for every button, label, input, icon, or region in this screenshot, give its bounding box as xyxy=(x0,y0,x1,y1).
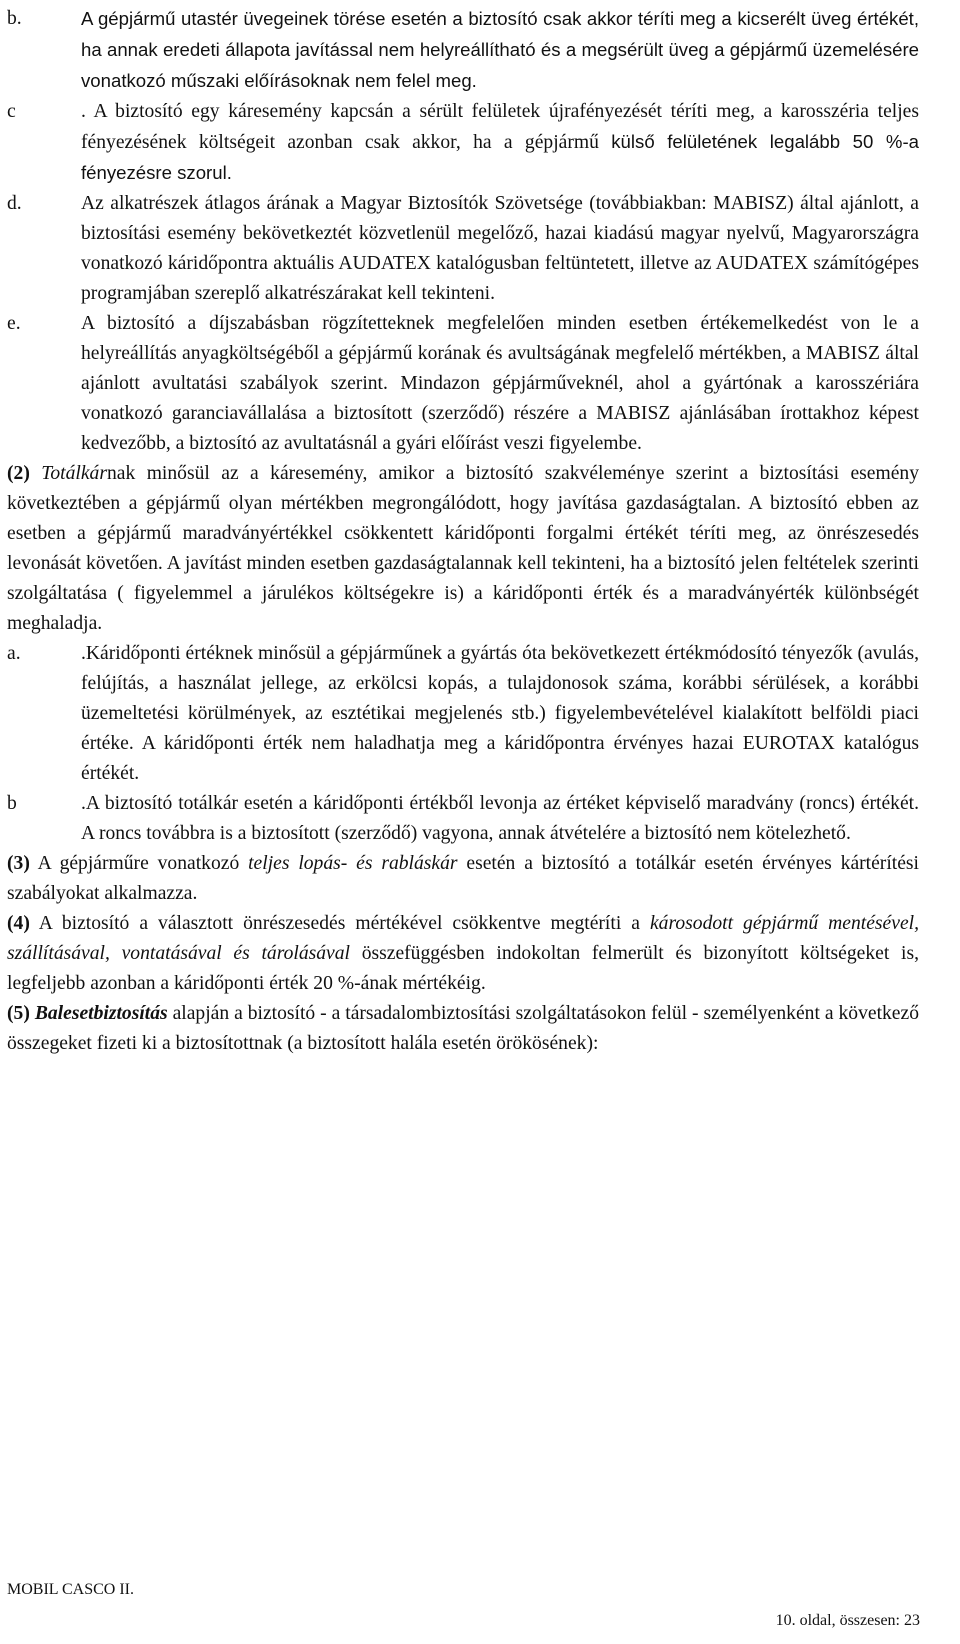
term-totalkar: Totálkár xyxy=(41,463,107,484)
item-text: .A biztosító totálkár esetén a káridőponti értékből levonja az értéket képviselő maradvány (roncs) értékét. A roncs továbbra is a biztosított (szerződő) vagyona, annak átvételére a biztosító nem kötelezhető. xyxy=(81,793,919,844)
paragraph-number: (2) xyxy=(7,463,30,484)
paragraph-number: (5) xyxy=(7,1003,30,1024)
item-text-sans: külső felületének legalább 50 %-a fényezésre szorul. xyxy=(81,131,919,183)
term-mentes: károsodott gépjármű mentésével, szállításával, vontatásával és tárolásával xyxy=(7,913,919,964)
paragraph-number: (3) xyxy=(7,853,30,874)
list-item-c xyxy=(7,97,919,189)
list-item-e xyxy=(7,309,919,459)
paragraph-2 xyxy=(7,459,919,639)
list-item-2a xyxy=(7,639,919,789)
item-label: d. xyxy=(7,193,22,214)
term-lopas: teljes lopás- és rabláskár xyxy=(248,853,458,874)
item-text: A biztosító a díjszabásban rögzítetteknek megfelelően minden esetben értékemelkedést von le a helyreállítás anyagköltségéből a gépjármű korának és avultságának megfelelő mértékben, a MABISZ által ajánlott avultatási szabályok szerint. Mindazon gépjárműveknél, ahol a gyártónak a karosszériára vonatkozó garanciavállalása a biztosított (szerződő) részére a MABISZ ajánlásában írottakhoz képest kedvezőbb, a biztosító az avultatásnál a gyári előírást veszi figyelembe. xyxy=(81,313,919,454)
item-label: e. xyxy=(7,313,21,334)
paragraph-text-pre: A biztosító a választott önrészesedés mértékével csökkentve megtéríti a xyxy=(38,913,650,934)
item-text: . A biztosító egy káresemény kapcsán a sérült felületek újrafényezését téríti meg, a karosszéria teljes fényezésének költségeit azonban csak akkor, ha a gépjármű xyxy=(81,101,919,153)
paragraph-text-post: esetén a biztosító a totálkár esetén érvényes kártérítési szabályokat alkalmazza. xyxy=(7,853,919,904)
list-item-b xyxy=(7,4,919,97)
paragraph-3 xyxy=(7,849,919,909)
paragraph-text-pre: A gépjárműre vonatkozó xyxy=(37,853,249,874)
term-balesetbiztositas: Balesetbiztosítás xyxy=(34,1003,168,1024)
item-label: a. xyxy=(7,643,21,664)
list-item-d xyxy=(7,189,919,309)
paragraph-text: nak minősül az a káresemény, amikor a biztosító szakvéleménye szerint a biztosítási esemény következtében a gépjármű olyan mértékben megrongálódott, hogy javítása gazdaságtalan. A biztosító ebben az esetben a gépjármű maradványértékkel csökkentett káridőponti forgalmi értékét téríti meg, az önrészesedés levonását követően. A javítást minden esetben gazdaságtalannak kell tekinteni, ha a biztosító jelen feltételek szerinti szolgáltatása ( figyelemmel a járulékos költségekre is) a káridőponti érték és a maradványérték különbségét meghaladja. xyxy=(7,463,919,634)
paragraph-number: (4) xyxy=(7,913,30,934)
item-label: b. xyxy=(7,8,22,29)
item-text: Az alkatrészek átlagos árának a Magyar Biztosítók Szövetsége (továbbiakban: MABISZ) által ajánlott, a biztosítási esemény bekövetkeztét közvetlenül megelőző, hazai kiadású magyar nyelvű, Magyarországra vonatkozó káridőpontra aktuális AUDATEX katalógusban feltüntetett, illetve az AUDATEX számítógépes programjában szereplő alkatrészárakat kell tekinteni. xyxy=(81,193,919,304)
paragraph-5 xyxy=(7,999,919,1059)
paragraph-text-post: összefüggésben indokoltan felmerült és bizonyított költségeket is, legfeljebb azonban a káridőponti érték 20 %-ának mértékéig. xyxy=(7,943,919,994)
item-label: b xyxy=(7,793,17,814)
footer-page-info: 10. oldal, összesen: 23 xyxy=(775,1612,920,1629)
item-text: .Káridőponti értéknek minősül a gépjárműnek a gyártás óta bekövetkezett értékmódosító tényezők (avulás, felújítás, a használat jellege, az erkölcsi kopás, a tulajdonosok száma, korábbi sérülések, a korábbi üzemeltetési körülmények, az esztétikai megjelenés stb.) figyelembevételével kialakított belföldi piaci értéke. A káridőponti érték nem haladhatja meg a káridőpontra érvényes hazai EUROTAX katalógus értékét. xyxy=(81,643,919,784)
paragraph-text: alapján a biztosító - a társadalombiztosítási szolgáltatásokon felül - személyenként a következő összegeket fizeti ki a biztosítottnak (a biztosított halála esetén örökösének): xyxy=(7,1003,919,1054)
item-label: c xyxy=(7,101,16,122)
item-text: A gépjármű utastér üvegeinek törése esetén a biztosító csak akkor téríti meg a kicserélt üveg értékét, ha annak eredeti állapota javítással nem helyreállítható és a megsérült üveg a gépjármű üzemelésére vonatkozó műszaki előírásoknak nem felel meg. xyxy=(81,8,919,91)
paragraph-4 xyxy=(7,909,919,999)
list-item-2b xyxy=(7,789,919,849)
document-page xyxy=(7,4,919,1059)
footer-document-name: MOBIL CASCO II. xyxy=(7,1581,134,1598)
